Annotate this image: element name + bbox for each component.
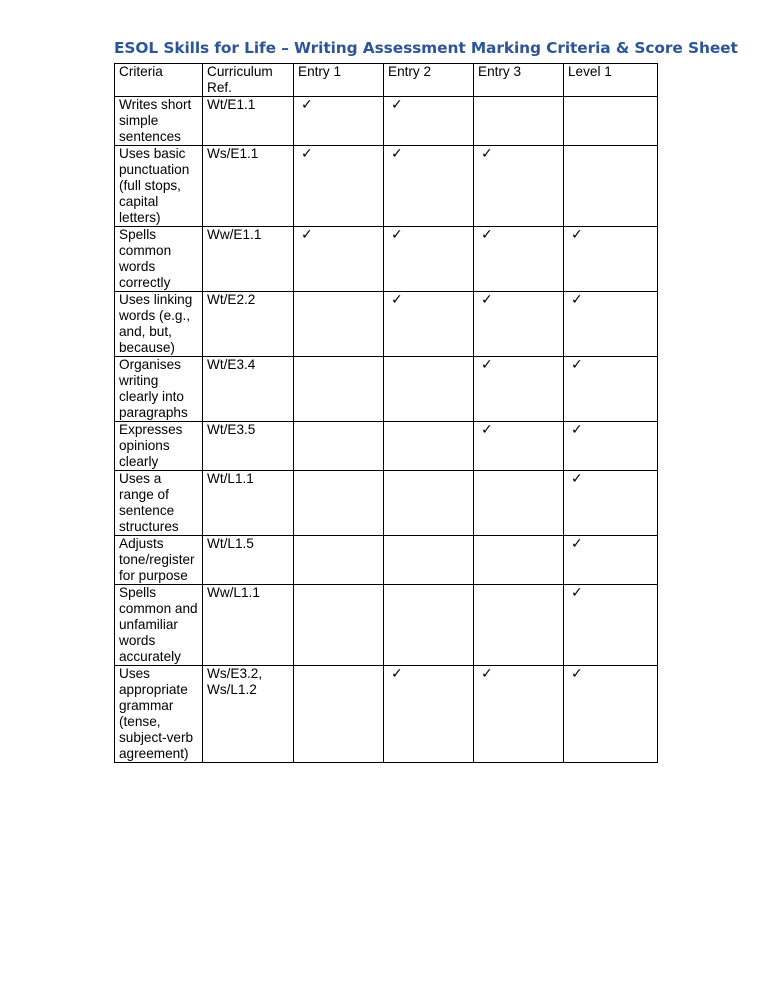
header-entry-3: Entry 3 (474, 64, 564, 97)
check-cell-entry-2 (384, 422, 474, 471)
checkmark-icon: ✓ (301, 97, 313, 113)
check-cell-entry-2 (384, 97, 474, 146)
check-cell-entry-1 (294, 357, 384, 422)
curriculum-ref-cell: Wt/E3.5 (203, 422, 294, 471)
table-row (115, 536, 658, 585)
criteria-cell: Spells common and unfamiliar words accurately (115, 585, 203, 666)
table-row (115, 146, 658, 227)
check-cell-entry-1 (294, 666, 384, 763)
table-row (115, 227, 658, 292)
header-entry-2: Entry 2 (384, 64, 474, 97)
check-cell-entry-2 (384, 471, 474, 536)
check-cell-entry-1 (294, 97, 384, 146)
checkmark-icon: ✓ (481, 422, 493, 438)
check-cell-entry-3 (474, 357, 564, 422)
table-row (115, 471, 658, 536)
checkmark-icon: ✓ (481, 146, 493, 162)
curriculum-ref-cell: Wt/E2.2 (203, 292, 294, 357)
check-cell-level-1 (564, 357, 658, 422)
checkmark-icon: ✓ (391, 146, 403, 162)
curriculum-ref-cell: Ws/E1.1 (203, 146, 294, 227)
check-cell-entry-3 (474, 422, 564, 471)
curriculum-ref-cell: Wt/E1.1 (203, 97, 294, 146)
check-cell-entry-1 (294, 422, 384, 471)
check-cell-entry-2 (384, 666, 474, 763)
curriculum-ref-cell: Ww/E1.1 (203, 227, 294, 292)
check-cell-entry-3 (474, 471, 564, 536)
criteria-cell: Uses linking words (e.g., and, but, because) (115, 292, 203, 357)
check-cell-level-1 (564, 666, 658, 763)
checkmark-icon: ✓ (571, 227, 583, 243)
check-cell-level-1 (564, 292, 658, 357)
check-cell-entry-2 (384, 292, 474, 357)
check-cell-entry-2 (384, 227, 474, 292)
check-cell-level-1 (564, 471, 658, 536)
checkmark-icon: ✓ (391, 97, 403, 113)
check-cell-entry-1 (294, 227, 384, 292)
checkmark-icon: ✓ (571, 585, 583, 601)
checkmark-icon: ✓ (481, 292, 493, 308)
curriculum-ref-cell: Wt/E3.4 (203, 357, 294, 422)
criteria-cell: Uses basic punctuation (full stops, capital letters) (115, 146, 203, 227)
check-cell-entry-1 (294, 146, 384, 227)
check-cell-entry-1 (294, 585, 384, 666)
check-cell-entry-3 (474, 227, 564, 292)
check-cell-level-1 (564, 97, 658, 146)
checkmark-icon: ✓ (391, 292, 403, 308)
check-cell-level-1 (564, 422, 658, 471)
checkmark-icon: ✓ (571, 536, 583, 552)
checkmark-icon: ✓ (481, 666, 493, 682)
table-row (115, 666, 658, 763)
check-cell-entry-3 (474, 666, 564, 763)
criteria-cell: Spells common words correctly (115, 227, 203, 292)
check-cell-entry-1 (294, 471, 384, 536)
curriculum-ref-cell: Ws/E3.2, Ws/L1.2 (203, 666, 294, 763)
criteria-cell: Writes short simple sentences (115, 97, 203, 146)
curriculum-ref-cell: Wt/L1.5 (203, 536, 294, 585)
check-cell-entry-3 (474, 536, 564, 585)
checkmark-icon: ✓ (571, 357, 583, 373)
check-cell-entry-2 (384, 536, 474, 585)
checkmark-icon: ✓ (481, 227, 493, 243)
marking-criteria-table (114, 63, 658, 763)
check-cell-entry-2 (384, 585, 474, 666)
checkmark-icon: ✓ (391, 227, 403, 243)
criteria-cell: Expresses opinions clearly (115, 422, 203, 471)
check-cell-entry-3 (474, 97, 564, 146)
checkmark-icon: ✓ (571, 422, 583, 438)
page-title: ESOL Skills for Life – Writing Assessment Marking Criteria & Score Sheet (114, 39, 738, 57)
checkmark-icon: ✓ (481, 357, 493, 373)
header-curriculum-ref: Curriculum Ref. (203, 64, 294, 97)
table-header-row (115, 64, 658, 97)
table-row (115, 97, 658, 146)
header-criteria: Criteria (115, 64, 203, 97)
criteria-cell: Uses a range of sentence structures (115, 471, 203, 536)
table-row (115, 585, 658, 666)
criteria-cell: Organises writing clearly into paragraphs (115, 357, 203, 422)
header-entry-1: Entry 1 (294, 64, 384, 97)
table-row (115, 357, 658, 422)
check-cell-entry-2 (384, 357, 474, 422)
check-cell-entry-3 (474, 585, 564, 666)
check-cell-level-1 (564, 536, 658, 585)
header-level-1: Level 1 (564, 64, 658, 97)
check-cell-entry-1 (294, 292, 384, 357)
check-cell-entry-3 (474, 292, 564, 357)
criteria-cell: Uses appropriate grammar (tense, subject-verb agreement) (115, 666, 203, 763)
check-cell-entry-3 (474, 146, 564, 227)
check-cell-level-1 (564, 227, 658, 292)
curriculum-ref-cell: Ww/L1.1 (203, 585, 294, 666)
table-row (115, 292, 658, 357)
table-row (115, 422, 658, 471)
curriculum-ref-cell: Wt/L1.1 (203, 471, 294, 536)
check-cell-level-1 (564, 585, 658, 666)
checkmark-icon: ✓ (571, 471, 583, 487)
criteria-cell: Adjusts tone/register for purpose (115, 536, 203, 585)
checkmark-icon: ✓ (571, 666, 583, 682)
checkmark-icon: ✓ (301, 146, 313, 162)
checkmark-icon: ✓ (391, 666, 403, 682)
check-cell-entry-2 (384, 146, 474, 227)
check-cell-entry-1 (294, 536, 384, 585)
checkmark-icon: ✓ (301, 227, 313, 243)
checkmark-icon: ✓ (571, 292, 583, 308)
check-cell-level-1 (564, 146, 658, 227)
